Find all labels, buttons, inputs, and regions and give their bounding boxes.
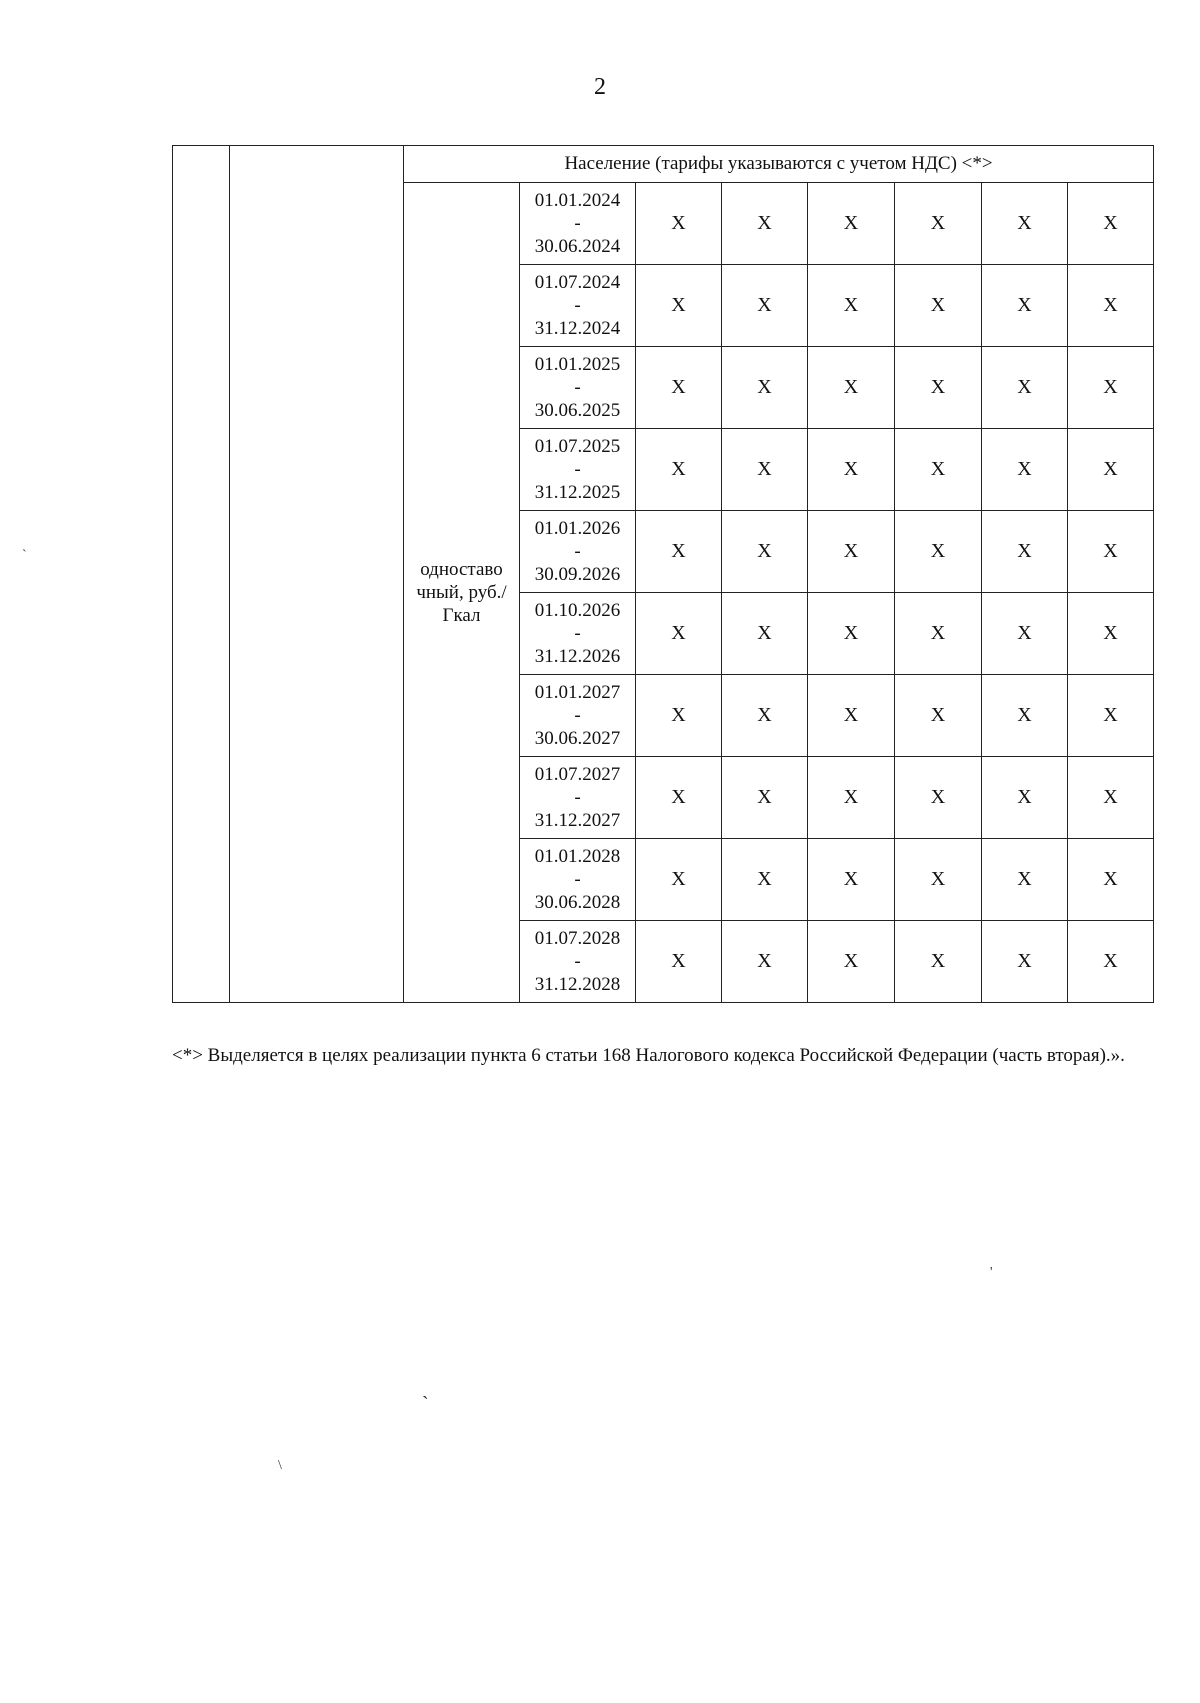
- tariff-value-cell: X: [982, 921, 1068, 1003]
- tariff-value-cell: X: [722, 675, 808, 757]
- tariff-value-cell: X: [722, 593, 808, 675]
- period-end: 31.12.2028: [534, 974, 621, 995]
- tariff-value-cell: X: [722, 839, 808, 921]
- group-header-cell: Население (тарифы указываются с учетом НДС) <*>: [404, 146, 1154, 183]
- period-cell: [520, 347, 636, 429]
- tariff-value-cell: X: [636, 511, 722, 593]
- tariff-value-cell: X: [1068, 265, 1154, 347]
- period-end: 31.12.2027: [534, 810, 621, 831]
- number-column-cell: [173, 146, 230, 1003]
- tariff-value-cell: X: [1068, 757, 1154, 839]
- period-end: 31.12.2025: [534, 482, 621, 503]
- tariff-table-body: [173, 146, 1154, 1003]
- tariff-value-cell: X: [808, 757, 895, 839]
- tariff-value-cell: X: [808, 429, 895, 511]
- tariff-value-cell: X: [722, 265, 808, 347]
- tariff-value-cell: X: [636, 757, 722, 839]
- tariff-value-cell: X: [895, 757, 982, 839]
- tariff-value-cell: X: [982, 511, 1068, 593]
- tariff-value-cell: X: [808, 593, 895, 675]
- tariff-value-cell: X: [636, 183, 722, 265]
- tariff-value-cell: X: [1068, 839, 1154, 921]
- period-cell: [520, 183, 636, 265]
- period-end: 30.06.2027: [534, 728, 621, 749]
- period-cell: [520, 675, 636, 757]
- period-start: 01.01.2026: [534, 518, 621, 539]
- period-start: 01.07.2025: [534, 436, 621, 457]
- tariff-value-cell: X: [722, 511, 808, 593]
- tariff-value-cell: X: [636, 675, 722, 757]
- tariff-value-cell: X: [636, 839, 722, 921]
- tariff-value-cell: X: [808, 839, 895, 921]
- tariff-value-cell: X: [982, 839, 1068, 921]
- period-end: 31.12.2026: [534, 646, 621, 667]
- period-start: 01.01.2025: [534, 354, 621, 375]
- period-end: 30.06.2028: [534, 892, 621, 913]
- period-cell: [520, 757, 636, 839]
- period-sep: -: [574, 787, 581, 808]
- tariff-value-cell: X: [636, 429, 722, 511]
- tariff-value-cell: X: [982, 593, 1068, 675]
- tariff-value-cell: X: [895, 347, 982, 429]
- tariff-value-cell: X: [982, 757, 1068, 839]
- period-sep: -: [574, 951, 581, 972]
- tariff-value-cell: X: [636, 265, 722, 347]
- unit-label-cell: одноставо чный, руб./Гкал: [404, 183, 520, 1003]
- period-sep: -: [574, 459, 581, 480]
- scan-artifact: ': [990, 1265, 993, 1280]
- period-cell: [520, 839, 636, 921]
- period-end: 30.06.2025: [534, 400, 621, 421]
- period-cell: [520, 921, 636, 1003]
- organization-column-cell: [230, 146, 404, 1003]
- tariff-value-cell: X: [895, 839, 982, 921]
- tariff-value-cell: X: [895, 429, 982, 511]
- period-start: 01.10.2026: [534, 600, 621, 621]
- tariff-value-cell: X: [722, 347, 808, 429]
- tariff-value-cell: X: [722, 757, 808, 839]
- period-sep: -: [574, 377, 581, 398]
- tariff-value-cell: X: [808, 265, 895, 347]
- period-sep: -: [574, 869, 581, 890]
- tariff-value-cell: X: [1068, 429, 1154, 511]
- tariff-value-cell: X: [1068, 675, 1154, 757]
- tariff-value-cell: X: [636, 921, 722, 1003]
- tariff-value-cell: X: [636, 593, 722, 675]
- page-number: 2: [594, 74, 606, 100]
- period-start: 01.07.2028: [534, 928, 621, 949]
- tariff-value-cell: X: [1068, 183, 1154, 265]
- period-sep: -: [574, 295, 581, 316]
- tariff-table: [172, 145, 1154, 1003]
- tariff-value-cell: X: [808, 511, 895, 593]
- tariff-value-cell: X: [722, 429, 808, 511]
- scan-artifact: \: [278, 1458, 282, 1473]
- period-sep: -: [574, 705, 581, 726]
- tariff-value-cell: X: [895, 593, 982, 675]
- tariff-value-cell: X: [895, 675, 982, 757]
- period-cell: [520, 511, 636, 593]
- tariff-value-cell: X: [722, 921, 808, 1003]
- tariff-value-cell: X: [1068, 511, 1154, 593]
- tariff-value-cell: X: [1068, 921, 1154, 1003]
- tariff-value-cell: X: [895, 265, 982, 347]
- period-sep: -: [574, 213, 581, 234]
- tariff-value-cell: X: [1068, 347, 1154, 429]
- tariff-value-cell: X: [982, 429, 1068, 511]
- period-end: 31.12.2024: [534, 318, 621, 339]
- tariff-value-cell: X: [982, 675, 1068, 757]
- period-end: 30.06.2024: [534, 236, 621, 257]
- period-start: 01.01.2028: [534, 846, 621, 867]
- group-header-row: [173, 146, 1154, 183]
- scan-artifact: `: [22, 548, 27, 563]
- scan-artifact: `: [422, 1393, 429, 1415]
- period-start: 01.01.2027: [534, 682, 621, 703]
- tariff-value-cell: X: [895, 921, 982, 1003]
- footnote: <*> Выделяется в целях реализации пункта 6 статьи 168 Налогового кодекса Российской Федерации (часть вторая).».: [172, 1045, 1125, 1066]
- tariff-value-cell: X: [982, 347, 1068, 429]
- period-end: 30.09.2026: [534, 564, 621, 585]
- tariff-value-cell: X: [982, 183, 1068, 265]
- period-cell: [520, 593, 636, 675]
- period-start: 01.07.2027: [534, 764, 621, 785]
- period-sep: -: [574, 541, 581, 562]
- tariff-value-cell: X: [636, 347, 722, 429]
- period-start: 01.07.2024: [534, 272, 621, 293]
- period-sep: -: [574, 623, 581, 644]
- tariff-value-cell: X: [722, 183, 808, 265]
- tariff-value-cell: X: [895, 511, 982, 593]
- period-start: 01.01.2024: [534, 190, 621, 211]
- tariff-value-cell: X: [895, 183, 982, 265]
- tariff-value-cell: X: [808, 183, 895, 265]
- tariff-value-cell: X: [808, 347, 895, 429]
- tariff-value-cell: X: [982, 265, 1068, 347]
- period-cell: [520, 265, 636, 347]
- tariff-value-cell: X: [808, 921, 895, 1003]
- tariff-value-cell: X: [808, 675, 895, 757]
- tariff-value-cell: X: [1068, 593, 1154, 675]
- period-cell: [520, 429, 636, 511]
